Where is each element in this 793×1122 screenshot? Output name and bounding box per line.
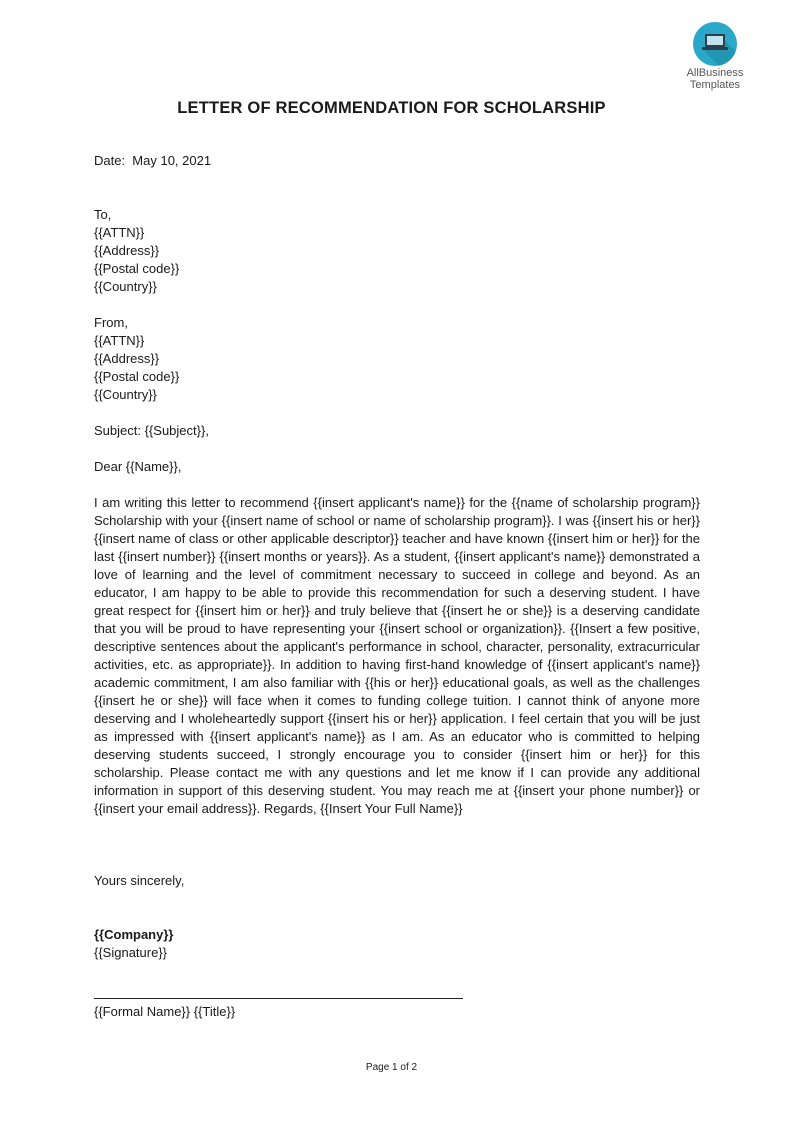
- body-paragraph: I am writing this letter to recommend {{insert applicant's name}} for the {{name of scholarship program}} Scholarship with your {{insert name of school or name of scholarship program}}. I was {{insert his or her}} {{insert name of class or other applicable descriptor}} teacher and have known {{insert him or her}} for the last {{insert number}} {{insert months or years}}. As a student, {{insert applicant's name}} demonstrated a love of learning and the level of commitment necessary to succeed in college and beyond. As an educator, I am happy to be able to provide this recommendation for such a deserving student. I have great respect for {{insert him or her}} and truly believe that {{insert he or she}} is a deserving candidate that you will be proud to have representing your {{insert school or organization}}. {{Insert a few positive, descriptive sentences about the applicant's performance in school, character, personality, extracurricular activities, etc. as appropriate}}. In addition to having first-hand knowledge of {{insert applicant's name}} academic commitment, I am also familiar with {{his or her}} educational goals, as well as the challenges {{insert he or she}} will face when it comes to funding college tuition. I cannot think of anyone more deserving and I wholeheartedly support {{insert his or her}} application. I feel certain that you will be just as impressed with {{insert applicant's name}} as I am. As an educator who is committed to helping deserving students succeed, I strongly encourage you to consider {{insert him or her}} for this scholarship. Please contact me with any questions and let me know if I can provide any additional information in support of this deserving student. You may reach me at {{insert your phone number}} or {{insert your email address}}. Regards, {{Insert Your Full Name}}: [94, 495, 700, 816]
- company-name: {{Company}}: [94, 927, 174, 942]
- logo-text-line2: Templates: [689, 79, 741, 91]
- address-line: {{Country}}: [94, 279, 157, 294]
- address-line: {{ATTN}}: [94, 225, 145, 240]
- laptop-icon: [693, 22, 737, 66]
- recipient-address-block: [94, 206, 700, 296]
- allbusiness-templates-logo: [680, 22, 750, 91]
- address-line: {{Postal code}}: [94, 369, 180, 384]
- subject-line: Subject: {{Subject}},: [94, 423, 209, 438]
- address-line: {{Address}}: [94, 243, 160, 258]
- page-number: Page 1 of 2: [365, 1062, 418, 1073]
- letter-content: [94, 152, 700, 1021]
- logo-text-line1: AllBusiness: [686, 67, 744, 79]
- address-line: {{Postal code}}: [94, 261, 180, 276]
- closing: Yours sincerely,: [94, 873, 185, 888]
- date-line: Date: May 10, 2021: [94, 153, 212, 168]
- address-line: {{ATTN}}: [94, 333, 145, 348]
- address-line: To,: [94, 207, 112, 222]
- signature-placeholder: {{Signature}}: [94, 945, 168, 960]
- formal-name-title: {{Formal Name}} {{Title}}: [94, 1004, 236, 1019]
- address-line: {{Address}}: [94, 351, 160, 366]
- signature-rule: [94, 998, 463, 999]
- address-line: {{Country}}: [94, 387, 157, 402]
- letter-title: LETTER OF RECOMMENDATION FOR SCHOLARSHIP: [177, 99, 606, 117]
- salutation: Dear {{Name}},: [94, 459, 182, 474]
- address-line: From,: [94, 315, 128, 330]
- sender-address-block: [94, 314, 700, 404]
